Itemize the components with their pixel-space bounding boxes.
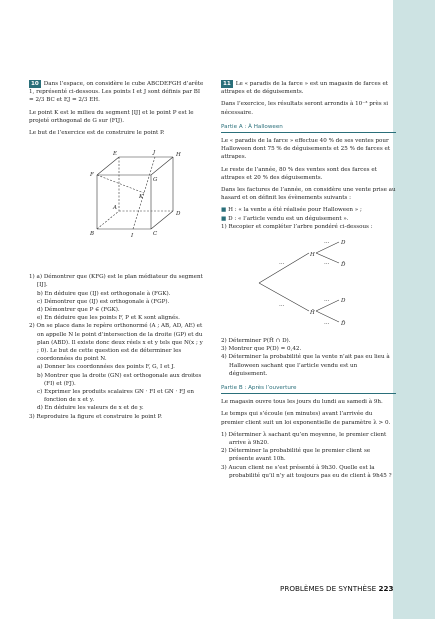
q2c: c) Exprimer les produits scalaires GN · FI et GN · FJ en fonction de x et y. <box>37 389 194 404</box>
ex10-goal: Le but de l’exercice est de construire le point P. <box>29 130 165 137</box>
cube-figure <box>29 145 204 255</box>
footer-title: PROBLÈMES DE SYNTHÈSE <box>280 584 377 593</box>
bullet-icon: ■ <box>221 215 229 222</box>
q1a: 1) a) Démontrer que (KFG) est le plan médiateur du segment [IJ]. <box>29 274 203 289</box>
page-footer <box>280 584 394 593</box>
part-a-p1: Le « paradis de la farce » effectue 40 % de ses ventes pour Halloween dont 75 % de déguisements et 25 % de farces et attrapes. <box>221 138 391 161</box>
ex11-intro: Le « paradis de la farce » est un magasin de farces et attrapes et de déguisements. <box>221 81 388 96</box>
tree-dots-3: … <box>324 239 330 246</box>
event-h: H : « la vente a été réalisée pour Halloween » ; <box>228 207 362 214</box>
label-B: B <box>90 231 95 238</box>
q2d: d) En déduire les valeurs de x et de y. <box>37 405 144 412</box>
part-b-title: Partie B : Après l’ouverture <box>221 384 396 394</box>
probability-tree <box>221 233 396 333</box>
q2a: a) Donner les coordonnées des points F, G, I et J. <box>37 364 175 371</box>
qa1: 1) Recopier et compléter l’arbre pondéré ci-dessous : <box>221 223 373 230</box>
exercise-number-badge: 11 <box>223 81 231 87</box>
event-d: D : « l’article vendu est un déguisement ». <box>228 215 349 222</box>
q1e: e) En déduire que les points F, P et K sont alignés. <box>37 315 180 322</box>
tree-dots-2: … <box>279 302 285 309</box>
q3: 3) Reproduire la figure et construire le point P. <box>29 413 163 420</box>
qb2: 2) Déterminer la probabilité que le premier client se présente avant 10h. <box>221 448 371 463</box>
ex10-intro: Dans l’espace, on considère le cube ABCDEFGH d’arête 1, représenté ci-dessous. Les points I et J sont définis par BI = 2/3 BC et EJ = 2/3 EH. <box>29 81 204 104</box>
label-I: I <box>131 233 134 240</box>
tree-dots-1: … <box>279 260 285 267</box>
q1c: c) Démontrer que (IJ) est orthogonale à (FGP). <box>37 298 170 305</box>
tree-dots-6: … <box>324 320 330 327</box>
qb3: 3) Aucun client ne s’est présenté à 9h30. Quelle est la probabilité qu’il n’y ait toujours pas eu de client à 9h45 ? <box>221 464 392 479</box>
tree-Dbar1: D̄ <box>341 262 346 269</box>
ex11-intro2: Dans l’exercice, les résultats seront arrondis à 10⁻³ près si nécessaire. <box>221 101 389 116</box>
qa3: 3) Montrer que P(D) = 0,42. <box>221 346 302 353</box>
part-a-p2: Le reste de l’année, 80 % des ventes sont des farces et attrapes et 20 % des déguisements. <box>221 166 377 181</box>
q1d: d) Démontrer que P ∈ (FGK). <box>37 307 120 314</box>
tree-Dbar2: D̄ <box>341 321 346 328</box>
tree-D1: D <box>341 240 346 247</box>
q2: 2) On se place dans le repère orthonormé (A ; AB, AD, AE) et on appelle N le point d’intersection de la droite (GP) et du plan (ABD). Il existe donc deux réels x et y tels que N(x ; y ; 0). Le but de cette question est de déterminer les coordonnées du point N. <box>29 323 203 363</box>
label-H: H <box>176 152 181 159</box>
tree-dots-4: … <box>324 260 330 267</box>
qa4: 4) Déterminer la probabilité que la vente n’ait pas eu lieu à Halloween sachant que l’article vendu est un déguisement. <box>221 354 390 377</box>
label-K: K <box>139 194 144 201</box>
q1b: b) En déduire que (IJ) est orthogonale à (FGK). <box>37 290 171 297</box>
bullet-icon: ■ <box>221 207 229 214</box>
page-side-band <box>393 0 435 619</box>
part-a-p3: Dans les factures de l’année, on considère une vente prise au hasard et on définit les évènements suivants : <box>221 187 396 202</box>
qa2: 2) Déterminer P(H̄ ∩ D). <box>221 338 291 345</box>
part-b-p1: Le magasin ouvre tous les jours du lundi au samedi à 9h. <box>221 399 383 406</box>
q2b: b) Montrer que la droite (GN) est orthogonale aux droites (FI) et (FJ). <box>37 372 202 387</box>
ex10-intro2: Le point K est le milieu du segment [IJ] et le point P est le projeté orthogonal de G sur (FIJ). <box>29 109 194 124</box>
exercise-number-badge: 10 <box>31 81 39 87</box>
label-A: A <box>113 205 117 212</box>
qb1: 1) Déterminer λ sachant qu’en moyenne, le premier client arrive à 9h20. <box>221 431 387 447</box>
label-C: C <box>153 231 158 238</box>
page-number: 223 <box>378 584 394 593</box>
part-b-p2: Le temps qui s’écoule (en minutes) avant l’arrivée du premier client suit un loi exponentielle de paramètre λ > 0. <box>221 411 391 426</box>
exercise-11 <box>221 80 396 480</box>
exercise-10 <box>29 80 204 421</box>
label-G: G <box>153 177 158 184</box>
label-F: F <box>90 172 94 179</box>
label-D: D <box>176 211 181 218</box>
tree-H: H <box>310 252 315 259</box>
tree-dots-5: … <box>324 297 330 304</box>
tree-Hbar: H̄ <box>310 310 315 317</box>
label-E: E <box>113 151 118 158</box>
label-J: J <box>153 150 156 157</box>
part-a-title: Partie A : À Halloween <box>221 123 396 133</box>
tree-D2: D <box>341 298 346 305</box>
